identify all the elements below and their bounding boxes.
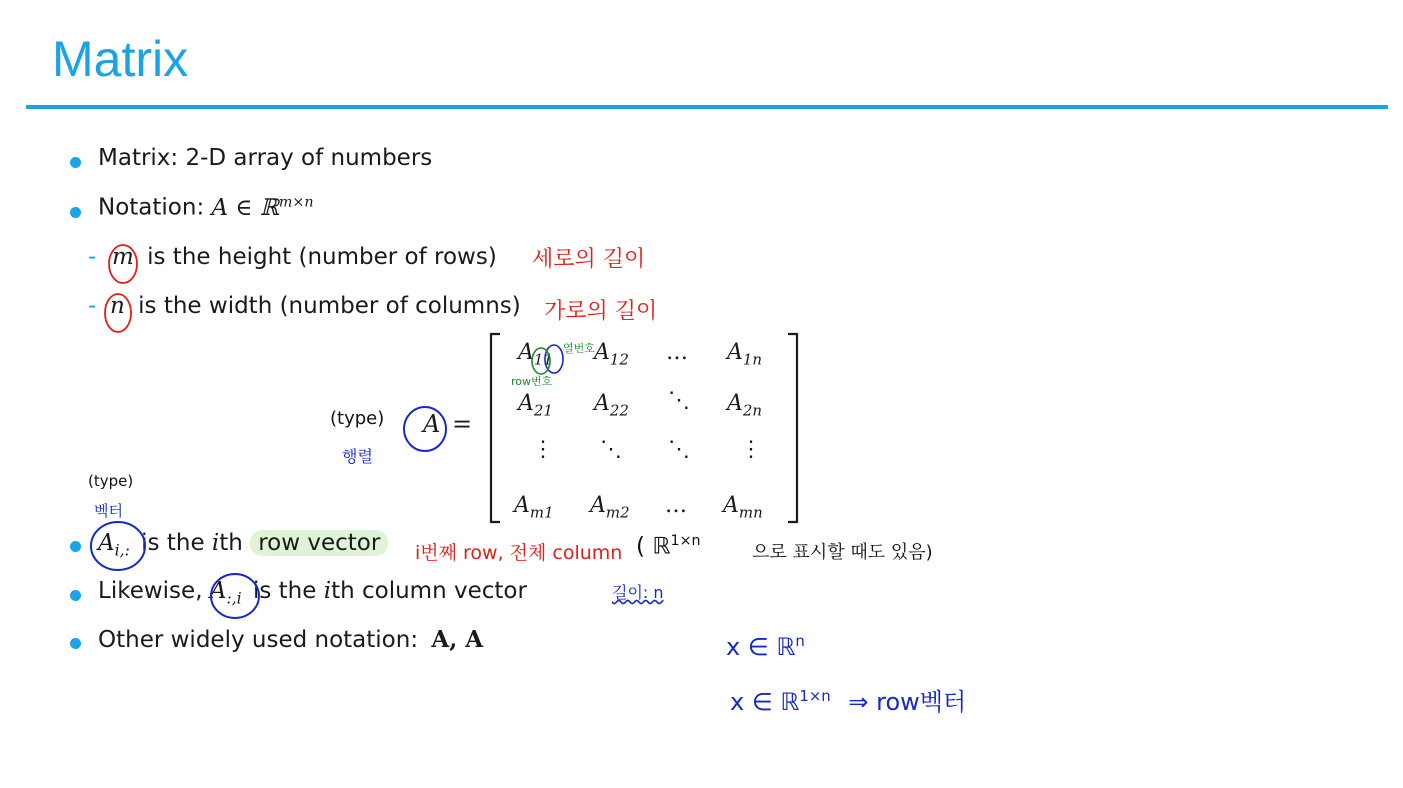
matrix-cell: $A_{12}$	[594, 340, 629, 369]
bullet-row-vector: $A_{i,:}$ is the ith row vector	[98, 530, 388, 560]
matrix-cell: ⋱	[600, 437, 622, 462]
sub-dash: -	[88, 293, 97, 319]
annotation-row-index: row번호	[511, 375, 553, 388]
matrix-cell: ⋮	[740, 437, 762, 462]
circle-column-vector	[211, 574, 259, 618]
matrix-cell: $A_{m1}$	[514, 493, 554, 522]
circle-A	[404, 407, 446, 451]
matrix-cell: $A_{mn}$	[723, 493, 763, 522]
equals-sign: =	[452, 410, 473, 438]
width-text: is the width (number of columns)	[138, 293, 521, 319]
circle-m	[109, 245, 137, 283]
matrix-cell: ⋱	[668, 388, 690, 413]
bullet-other-notation: Other widely used notation: A, A	[98, 626, 484, 653]
matrix-lhs: A	[423, 410, 441, 438]
circle-subscript-row	[532, 348, 550, 374]
annotation-height-kr: 세로의 길이	[532, 247, 646, 272]
annotation-type-vector: (type)	[88, 472, 134, 490]
matrix-cell: …	[665, 493, 687, 518]
matrix-cell: ⋮	[532, 437, 554, 462]
var-n: n	[110, 293, 125, 319]
circle-n	[105, 294, 131, 332]
annotation-row-note-kr: 으로 표시할 때도 있음)	[752, 542, 933, 563]
annotation-row-note-set: ( ℝ$^{1\times n}$	[636, 533, 701, 560]
sub-dash: -	[88, 244, 97, 270]
right-bracket	[788, 334, 797, 522]
notation-label: Notation:	[98, 194, 205, 221]
matrix-cell: $A_{2n}$	[727, 391, 763, 420]
annotation-x-row-vector: x ∈ ℝ$^{1\times n}$ ⇒ row벡터	[730, 687, 967, 716]
circle-row-vector	[91, 522, 145, 570]
var-m: m	[112, 244, 134, 270]
left-bracket	[491, 334, 500, 522]
matrix-cell: $A_{21}$	[518, 391, 553, 420]
bullet-matrix-definition: Matrix: 2-D array of numbers	[98, 145, 433, 171]
height-text: is the height (number of rows)	[147, 244, 497, 270]
matrix-cell: $A_{1n}$	[727, 340, 763, 369]
notation-math: A ∈ ℝ$^{m\times n}$	[211, 194, 314, 221]
row-vector-symbol: $A_{i,:}$	[98, 530, 130, 560]
column-vector-symbol: $A_{:,i}$	[209, 578, 242, 608]
annotation-col-index: 열번호	[563, 342, 595, 355]
matrix-cell: …	[666, 340, 688, 365]
slide-title: Matrix	[52, 31, 189, 87]
annotation-type-matrix: (type)	[330, 408, 385, 429]
annotation-width-kr: 가로의 길이	[544, 299, 658, 324]
matrix-cell: $A_{11}$	[518, 340, 553, 369]
annotation-x-in-rn: x ∈ ℝ$^n$	[726, 632, 805, 661]
annotation-row-note: i번째 row, 전체 column	[415, 542, 623, 564]
row-vector-highlight: row vector	[250, 530, 388, 556]
bullet-column-vector: Likewise, $A_{:,i}$ is the ith column vector	[98, 578, 527, 608]
annotation-vector-kr: 벡터	[94, 502, 123, 520]
matrix-cell: ⋱	[668, 437, 690, 462]
annotation-matrix-kr: 행렬	[342, 447, 373, 466]
annotation-length: 길이: n	[612, 583, 664, 602]
matrix-cell: $A_{22}$	[594, 391, 629, 420]
matrix-cell: $A_{m2}$	[590, 493, 630, 522]
